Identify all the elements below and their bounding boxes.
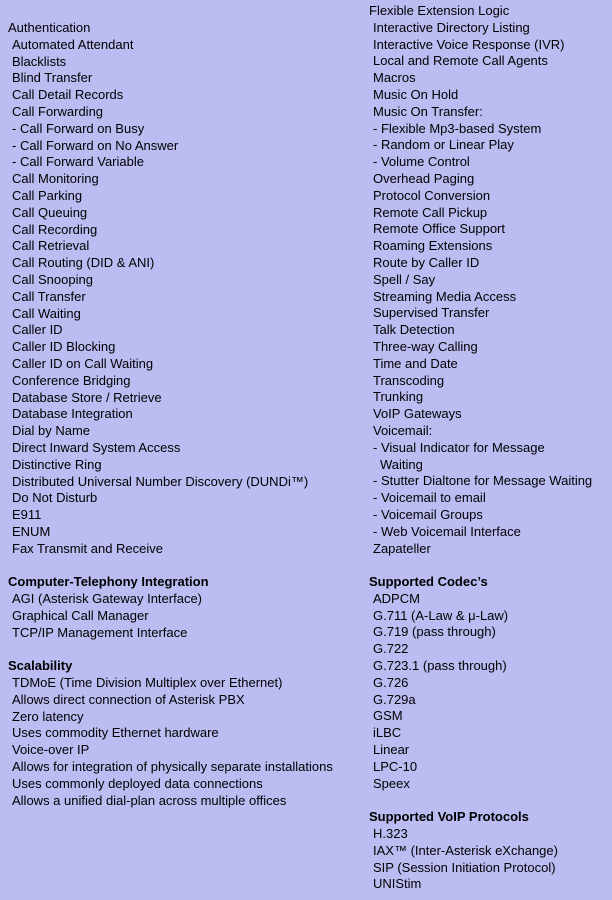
list-item: Call Parking	[12, 187, 83, 203]
list-item: Database Store / Retrieve	[12, 389, 162, 405]
list-item: Do Not Disturb	[12, 490, 98, 506]
list-item: H.323	[373, 826, 408, 842]
list-item: - Flexible Mp3-based System	[373, 120, 542, 136]
list-item: Direct Inward System Access	[12, 439, 181, 455]
list-item: G.711 (A-Law & μ-Law)	[373, 607, 509, 623]
list-item: - Volume Control	[373, 154, 470, 170]
list-item: Remote Call Pickup	[373, 204, 488, 220]
cti-list	[8, 591, 368, 641]
list-item: Overhead Paging	[373, 170, 475, 186]
scalability-heading: Scalability	[8, 658, 73, 674]
list-item: E911	[12, 507, 42, 523]
list-item: Call Routing (DID & ANI)	[12, 255, 155, 271]
list-item: G.722	[373, 641, 409, 657]
list-item: Voicemail:	[373, 422, 433, 438]
right-column	[369, 3, 612, 893]
list-item: Allows direct connection of Asterisk PBX	[12, 691, 245, 707]
list-item: Interactive Voice Response (IVR)	[373, 36, 565, 52]
list-item: TDMoE (Time Division Multiplex over Ethernet)	[12, 675, 283, 691]
list-item: GSM	[373, 708, 403, 724]
list-item: Caller ID	[12, 322, 63, 338]
list-item: Waiting	[380, 456, 423, 472]
list-item: Linear	[373, 742, 410, 758]
list-item: Caller ID Blocking	[12, 339, 116, 355]
list-item: Zapateller	[373, 540, 431, 556]
list-item: Local and Remote Call Agents	[373, 53, 548, 69]
list-item: Voice-over IP	[12, 742, 90, 758]
list-item: Route by Caller ID	[373, 254, 480, 270]
codecs-heading: Supported Codec’s	[369, 574, 488, 590]
list-item: Supervised Transfer	[373, 305, 490, 321]
list-item: Conference Bridging	[12, 372, 131, 388]
list-item: Flexible Extension Logic	[369, 3, 510, 18]
list-item: Zero latency	[12, 708, 84, 724]
list-item: Transcoding	[373, 372, 445, 388]
list-item: Dial by Name	[12, 423, 91, 439]
list-item: TCP/IP Management Interface	[12, 624, 188, 640]
cti-heading: Computer-Telephony Integration	[8, 574, 209, 590]
list-item: - Random or Linear Play	[373, 137, 514, 153]
list-item: Time and Date	[373, 355, 458, 371]
list-item: Call Retrieval	[12, 238, 90, 254]
list-item: ADPCM	[373, 590, 420, 606]
list-item: Streaming Media Access	[373, 288, 517, 304]
list-item: Call Transfer	[12, 288, 86, 304]
list-item: Call Waiting	[12, 305, 81, 321]
protocol-list	[369, 826, 612, 893]
list-item: VoIP Gateways	[373, 406, 462, 422]
list-item: Automated Attendant	[12, 36, 134, 52]
list-item: SIP (Session Initiation Protocol)	[373, 859, 556, 875]
list-item: G.729a	[373, 691, 416, 707]
list-item: Interactive Directory Listing	[373, 19, 530, 35]
codec-list	[369, 591, 612, 793]
list-item: Distributed Universal Number Discovery (DUNDi™)	[12, 473, 309, 489]
list-item: Music On Hold	[373, 86, 459, 102]
list-item: IAX™ (Inter-Asterisk eXchange)	[373, 842, 558, 858]
list-item: Database Integration	[12, 406, 133, 422]
list-item: Music On Transfer:	[373, 103, 483, 119]
left-column	[8, 20, 368, 809]
list-item: - Voicemail Groups	[373, 506, 483, 522]
list-item: - Call Forward Variable	[12, 154, 144, 170]
list-item: Call Recording	[12, 221, 98, 237]
list-item: Caller ID on Call Waiting	[12, 355, 154, 371]
left-feature-list	[8, 20, 368, 558]
list-item: G.719 (pass through)	[373, 624, 496, 640]
list-item: Talk Detection	[373, 322, 455, 338]
list-item: Protocol Conversion	[373, 187, 491, 203]
list-item: Roaming Extensions	[373, 238, 493, 254]
list-item: Allows a unified dial-plan across multiple offices	[12, 792, 287, 808]
list-item: Spell / Say	[373, 271, 436, 287]
list-item: - Call Forward on No Answer	[12, 137, 179, 153]
list-item: Call Snooping	[12, 271, 93, 287]
list-item: Blacklists	[12, 53, 67, 69]
list-item: G.726	[373, 674, 409, 690]
list-item: Remote Office Support	[373, 221, 505, 237]
list-item: - Call Forward on Busy	[12, 120, 145, 136]
list-item: Call Detail Records	[12, 87, 124, 103]
scalability-list	[8, 675, 368, 809]
list-item: - Visual Indicator for Message	[373, 439, 545, 455]
list-item: Allows for integration of physically separate installations	[12, 759, 333, 775]
list-item: Graphical Call Manager	[12, 607, 149, 623]
list-item: Three-way Calling	[373, 338, 478, 354]
list-item: Authentication	[8, 20, 91, 35]
protocols-heading: Supported VoIP Protocols	[369, 809, 529, 825]
list-item: Uses commonly deployed data connections	[12, 775, 263, 791]
list-item: Call Queuing	[12, 204, 88, 220]
list-item: ENUM	[12, 523, 51, 539]
list-item: iLBC	[373, 725, 402, 741]
list-item: Call Monitoring	[12, 171, 99, 187]
list-item: - Voicemail to email	[373, 490, 486, 506]
right-feature-list	[369, 3, 612, 557]
list-item: Trunking	[373, 389, 424, 405]
list-item: Speex	[373, 775, 410, 791]
list-item: - Web Voicemail Interface	[373, 523, 521, 539]
list-item: Macros	[373, 70, 416, 86]
list-item: Uses commodity Ethernet hardware	[12, 725, 219, 741]
list-item: - Stutter Dialtone for Message Waiting	[373, 473, 593, 489]
list-item: G.723.1 (pass through)	[373, 658, 507, 674]
list-item: Blind Transfer	[12, 70, 93, 86]
list-item: Call Forwarding	[12, 103, 104, 119]
list-item: LPC-10	[373, 758, 418, 774]
list-item: Fax Transmit and Receive	[12, 540, 164, 556]
list-item: AGI (Asterisk Gateway Interface)	[12, 591, 203, 607]
list-item: UNIStim	[373, 876, 422, 892]
list-item: Distinctive Ring	[12, 456, 102, 472]
